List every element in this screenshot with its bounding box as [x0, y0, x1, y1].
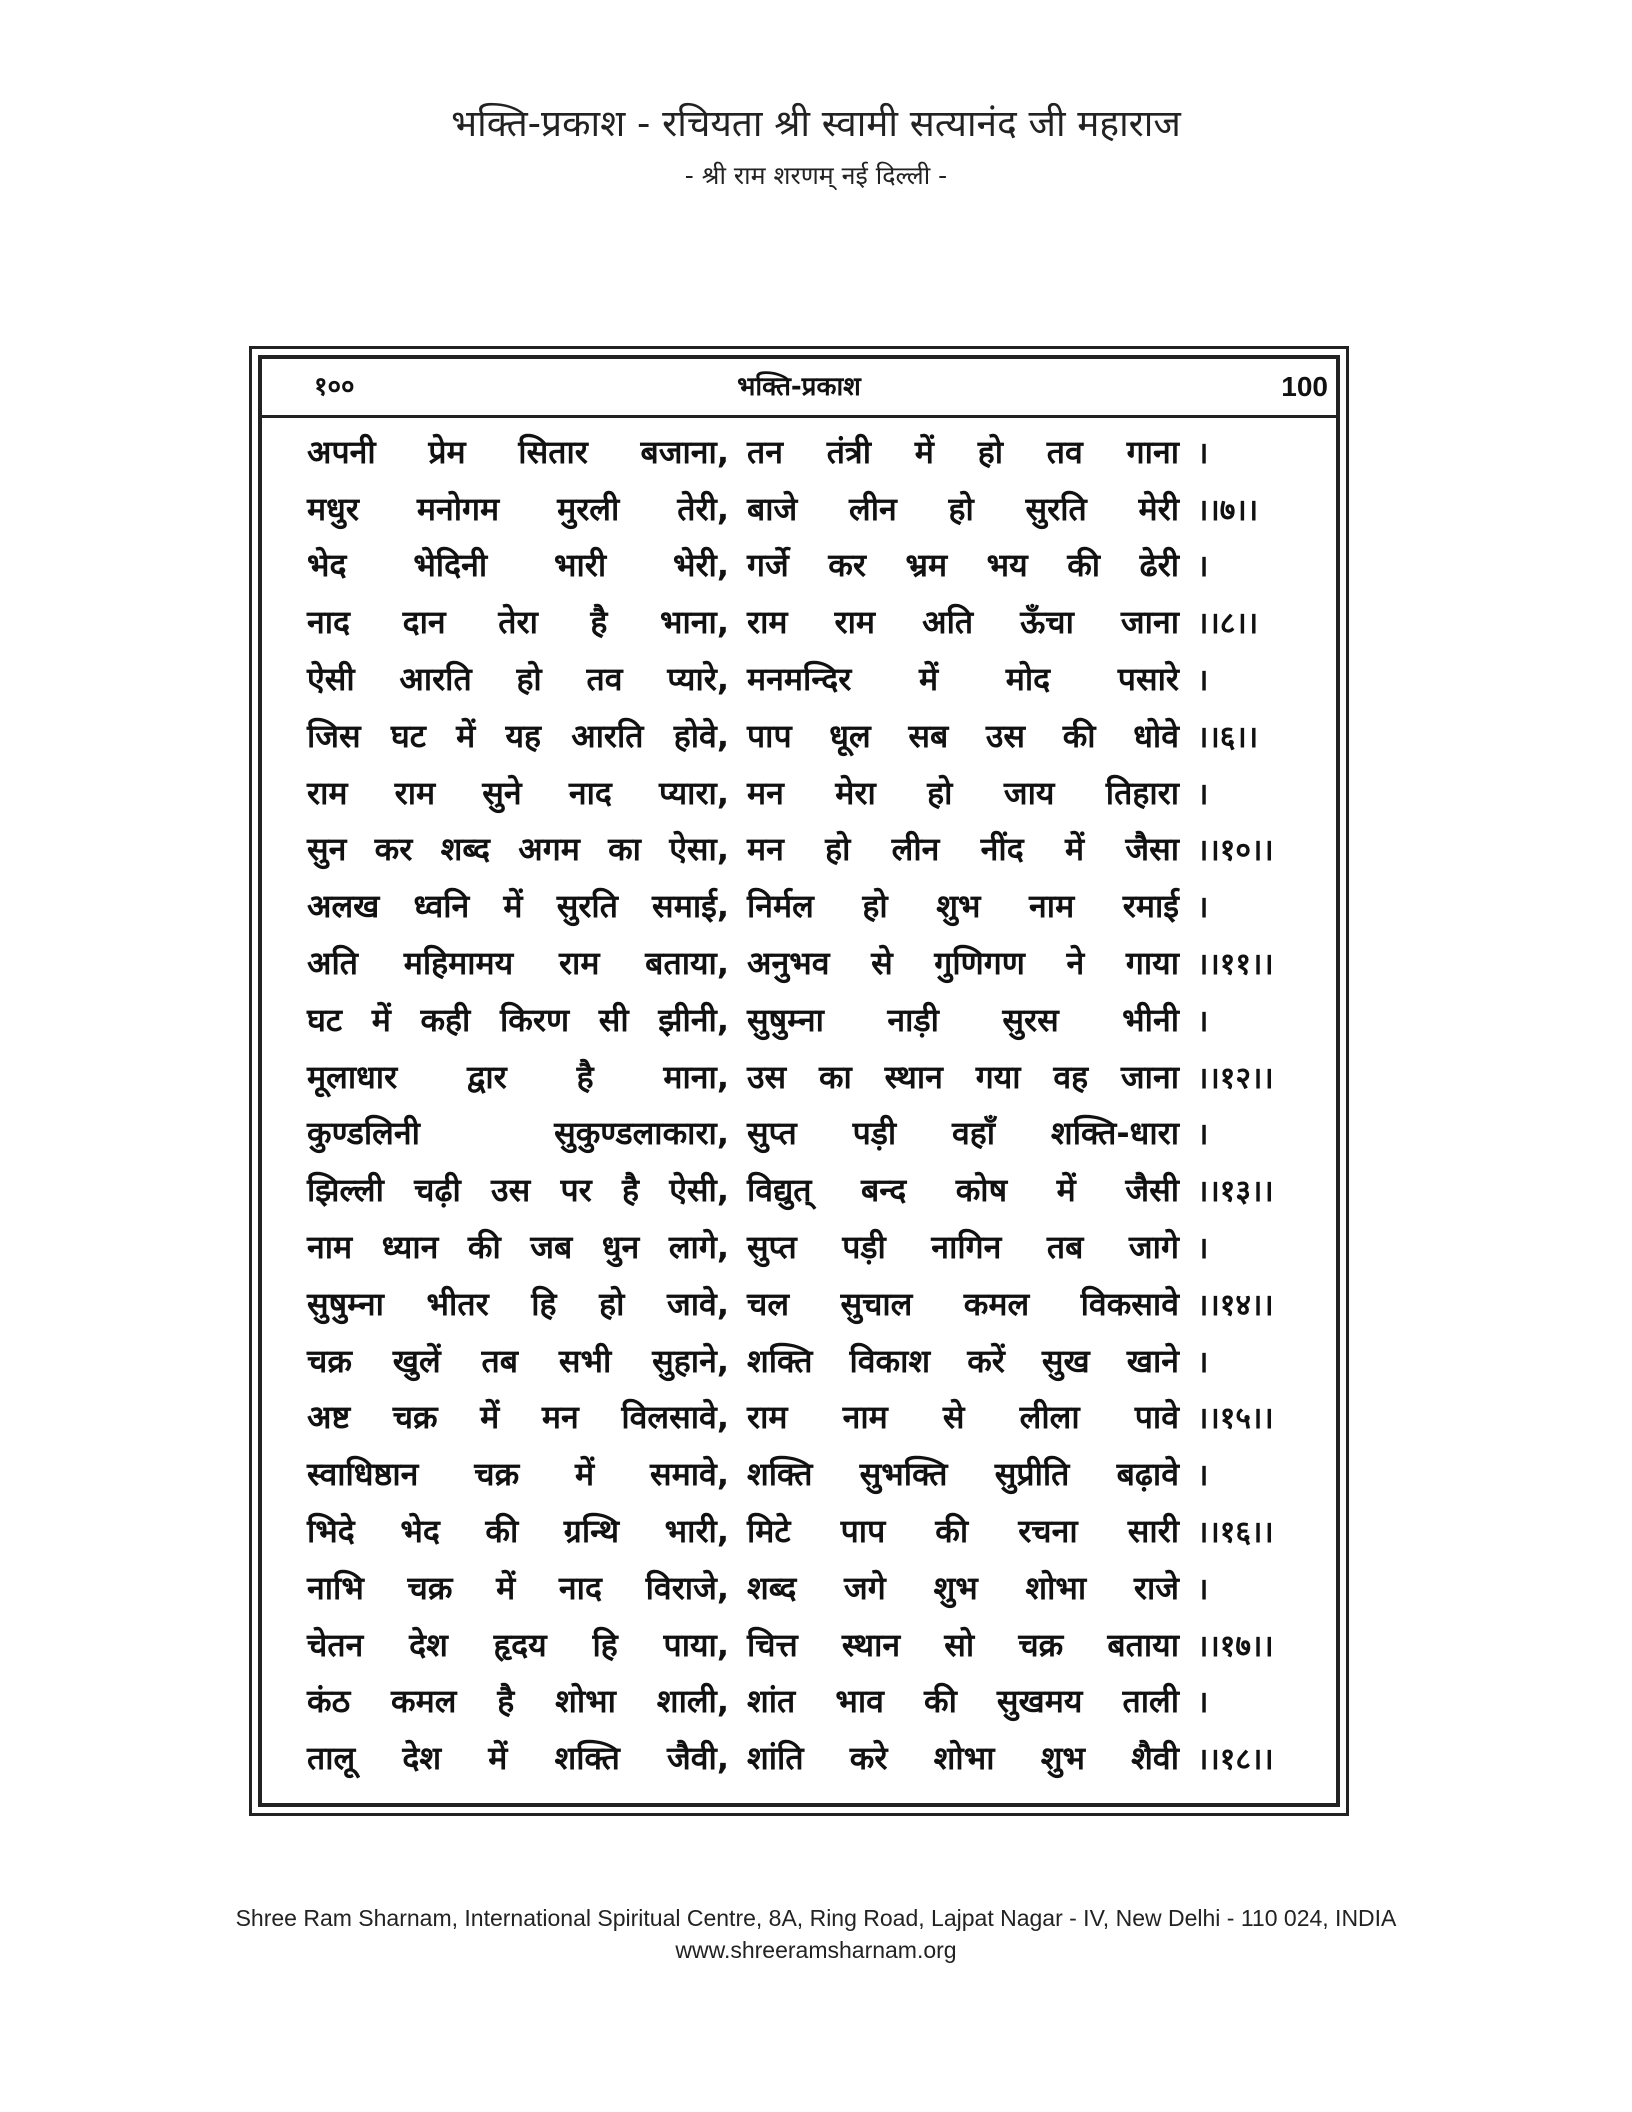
document-footer	[0, 1902, 1632, 1966]
verse-end-mark: ।।१७।।	[1197, 1628, 1274, 1664]
verse-line	[307, 1275, 1297, 1332]
verse-second-half: चित्त स्थान सो चक्र बताया	[747, 1625, 1179, 1664]
verse-second-half: सुप्त पड़ी नागिन तब जागे	[747, 1228, 1179, 1267]
verse-second-half: विद्युत् बन्द कोष में जैसी	[747, 1171, 1179, 1210]
verse-line	[307, 821, 1297, 878]
verse-first-half: नाभि चक्र में नाद विराजे,	[307, 1568, 729, 1607]
verse-second-half: उस का स्थान गया वह जाना	[747, 1057, 1179, 1096]
verse-second-half: चल सुचाल कमल विकसावे	[747, 1284, 1179, 1323]
verse-second-half: राम राम अति ऊँचा जाना	[747, 603, 1179, 642]
verse-end-mark: ।।७।।	[1197, 492, 1259, 528]
verse-end-mark: ।।६।।	[1197, 719, 1259, 755]
verse-end-mark: ।।१३।।	[1197, 1174, 1274, 1210]
running-head	[262, 359, 1336, 418]
verse-line	[307, 991, 1297, 1048]
verse-line	[307, 593, 1297, 650]
verse-line	[307, 1729, 1297, 1786]
verse-second-half: निर्मल हो शुभ नाम रमाई	[747, 887, 1179, 926]
verse-end-mark: ।।१०।।	[1197, 833, 1274, 869]
verse-line	[307, 1161, 1297, 1218]
verse-second-half: अनुभव से गुणिगण ने गाया	[747, 944, 1179, 983]
verse-first-half: तालू देश में शक्ति जैवी,	[307, 1739, 729, 1778]
verse-second-half: पाप धूल सब उस की धोवे	[747, 716, 1179, 755]
verse-first-half: राम राम सुने नाद प्यारा,	[307, 773, 729, 812]
verse-line	[307, 877, 1297, 934]
verse-first-half: अति महिमामय राम बताया,	[307, 944, 729, 983]
verse-line	[307, 480, 1297, 537]
verse-end-mark: ।	[1197, 1344, 1209, 1380]
verse-second-half: तन तंत्री में हो तव गाना	[747, 432, 1179, 471]
verse-line	[307, 1673, 1297, 1730]
verse-line	[307, 1502, 1297, 1559]
verse-second-half: सुप्त पड़ी वहाँ शक्ति-धारा	[747, 1114, 1179, 1153]
verse-first-half: स्वाधिष्ठान चक्र में समावे,	[307, 1455, 729, 1494]
verse-first-half: घट में कही किरण सी झीनी,	[307, 1000, 729, 1039]
verse-end-mark: ।	[1197, 1458, 1209, 1494]
footer-address: Shree Ram Sharnam, International Spiritual Centre, 8A, Ring Road, Lajpat Nagar - IV, New Delhi - 110 024, INDIA	[235, 1905, 1397, 1931]
verse-second-half: सुषुम्ना नाड़ी सुरस भीनी	[747, 1000, 1179, 1039]
verse-line	[307, 1332, 1297, 1389]
verse-second-half: राम नाम से लीला पावे	[747, 1398, 1179, 1437]
verse-second-half: शक्ति सुभक्ति सुप्रीति बढ़ावे	[747, 1455, 1179, 1494]
verse-first-half: कंठ कमल है शोभा शाली,	[307, 1682, 729, 1721]
header-subtitle: - श्री राम शरणम् नई दिल्ली -	[684, 161, 948, 190]
page-frame-inner	[258, 355, 1340, 1807]
verse-end-mark: ।।११।।	[1197, 947, 1274, 983]
verse-second-half: शांत भाव की सुखमय ताली	[747, 1682, 1179, 1721]
verse-second-half: मन मेरा हो जाय तिहारा	[747, 773, 1179, 812]
verse-second-half: शब्द जगे शुभ शोभा राजे	[747, 1568, 1179, 1607]
verse-second-half: शांति करे शोभा शुभ शैवी	[747, 1739, 1179, 1778]
verse-end-mark: ।	[1197, 890, 1209, 926]
verse-line	[307, 764, 1297, 821]
verse-first-half: चेतन देश हृदय हि पाया,	[307, 1625, 729, 1664]
verse-first-half: भिदे भेद की ग्रन्थि भारी,	[307, 1512, 729, 1551]
verse-end-mark: ।	[1197, 1003, 1209, 1039]
verse-first-half: चक्र खुलें तब सभी सुहाने,	[307, 1341, 729, 1380]
verse-line	[307, 1048, 1297, 1105]
footer-website[interactable]: www.shreeramsharnam.org	[675, 1937, 957, 1963]
verse-end-mark: ।	[1197, 435, 1209, 471]
verse-end-mark: ।	[1197, 1571, 1209, 1607]
verse-line	[307, 1616, 1297, 1673]
page-number-latin: 100	[1281, 371, 1328, 402]
verse-end-mark: ।।१५।।	[1197, 1401, 1274, 1437]
verse-line	[307, 423, 1297, 480]
verse-end-mark: ।।१६।।	[1197, 1515, 1274, 1551]
verse-line	[307, 934, 1297, 991]
verse-first-half: भेद भेदिनी भारी भेरी,	[307, 546, 729, 585]
verse-end-mark: ।	[1197, 1685, 1209, 1721]
verse-line	[307, 1218, 1297, 1275]
verse-line	[307, 1389, 1297, 1446]
verse-line	[307, 537, 1297, 594]
verse-end-mark: ।	[1197, 663, 1209, 699]
verse-first-half: नाम ध्यान की जब धुन लागे,	[307, 1228, 729, 1267]
verse-first-half: झिल्ली चढ़ी उस पर है ऐसी,	[307, 1171, 729, 1210]
verse-first-half: अलख ध्वनि में सुरति समाई,	[307, 887, 729, 926]
verse-line	[307, 650, 1297, 707]
verse-line	[307, 707, 1297, 764]
verse-line	[307, 1105, 1297, 1162]
verse-second-half: बाजे लीन हो सुरति मेरी	[747, 489, 1179, 528]
verse-end-mark: ।।१२।।	[1197, 1060, 1274, 1096]
document-header	[0, 100, 1632, 196]
page-number-devanagari: १००	[314, 372, 355, 402]
verse-first-half: अष्ट चक्र में मन विलसावे,	[307, 1398, 729, 1437]
verse-first-half: जिस घट में यह आरति होवे,	[307, 716, 729, 755]
header-title: भक्ति-प्रकाश - रचियता श्री स्वामी सत्यानंद जी महाराज	[451, 102, 1181, 145]
verse-second-half: शक्ति विकाश करें सुख खाने	[747, 1341, 1179, 1380]
verse-end-mark: ।।१८।।	[1197, 1742, 1274, 1778]
verse-second-half: मनमन्दिर में मोद पसारे	[747, 660, 1179, 699]
verse-second-half: मन हो लीन नींद में जैसा	[747, 830, 1179, 869]
verse-first-half: सुषुम्ना भीतर हि हो जावे,	[307, 1284, 729, 1323]
verse-first-half: सुन कर शब्द अगम का ऐसा,	[307, 830, 729, 869]
verse-second-half: मिटे पाप की रचना सारी	[747, 1512, 1179, 1551]
verse-end-mark: ।	[1197, 549, 1209, 585]
verse-line	[307, 1559, 1297, 1616]
verse-end-mark: ।	[1197, 776, 1209, 812]
running-title: भक्ति-प्रकाश	[737, 372, 861, 402]
verse-first-half: मधुर मनोगम मुरली तेरी,	[307, 489, 729, 528]
page-frame	[249, 346, 1349, 1816]
verse-list	[307, 423, 1297, 1786]
verse-first-half: अपनी प्रेम सितार बजाना,	[307, 432, 729, 471]
verse-end-mark: ।	[1197, 1117, 1209, 1153]
verse-end-mark: ।।८।।	[1197, 606, 1259, 642]
verse-second-half: गर्जे कर भ्रम भय की ढेरी	[747, 546, 1179, 585]
verse-end-mark: ।।१४।।	[1197, 1287, 1274, 1323]
verse-first-half: नाद दान तेरा है भाना,	[307, 603, 729, 642]
verse-first-half: मूलाधार द्वार है माना,	[307, 1057, 729, 1096]
verse-end-mark: ।	[1197, 1231, 1209, 1267]
verse-first-half: ऐसी आरति हो तव प्यारे,	[307, 660, 729, 699]
verse-line	[307, 1445, 1297, 1502]
verse-first-half: कुण्डलिनी सुकुण्डलाकारा,	[307, 1114, 729, 1153]
